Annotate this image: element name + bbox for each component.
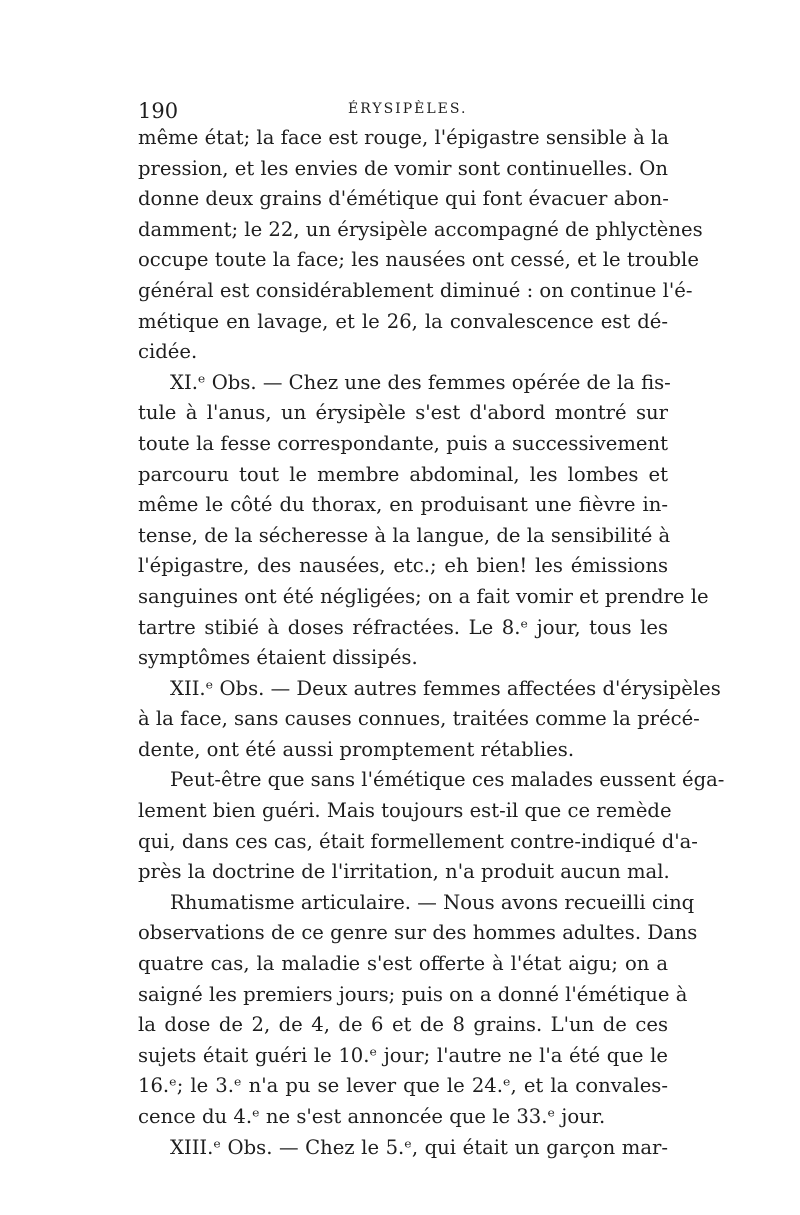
text-line: l'épigastre, des nausées, etc.; eh bien! les émissions bbox=[138, 554, 668, 578]
paragraph-start: Peut-être que sans l'émétique ces malades eussent éga- bbox=[170, 768, 725, 792]
text-line: sanguines ont été négligées; on a fait vomir et prendre le bbox=[138, 584, 709, 608]
text-line: pression, et les envies de vomir sont continuelles. On bbox=[138, 156, 668, 180]
text-line: près la doctrine de l'irritation, n'a produit aucun mal. bbox=[138, 860, 670, 884]
text-line: cence du 4.ᵉ ne s'est annoncée que le 33.ᵉ jour. bbox=[138, 1105, 606, 1128]
page-number: 190 bbox=[138, 99, 179, 123]
text-line: général est considérablement diminué : on continue l'é- bbox=[138, 278, 693, 302]
text-line: même état; la face est rouge, l'épigastre sensible à la bbox=[138, 126, 669, 149]
page-header bbox=[138, 99, 678, 123]
text-line: tule à l'anus, un érysipèle s'est d'abord montré sur bbox=[138, 401, 668, 425]
page-body bbox=[138, 123, 725, 1163]
text-line: quatre cas, la maladie s'est offerte à l'état aigu; on a bbox=[138, 952, 668, 976]
text-line: sujets était guéri le 10.ᵉ jour; l'autre ne l'a été que le bbox=[138, 1043, 668, 1067]
text-line: cidée. bbox=[138, 340, 198, 364]
text-line: à la face, sans causes connues, traitées comme la précé- bbox=[138, 707, 700, 731]
text-line: tartre stibié à doses réfractées. Le 8.ᵉ jour, tous les bbox=[138, 615, 668, 639]
text-line: occupe toute la face; les nausées ont cessé, et le trouble bbox=[138, 248, 699, 272]
obs-xi-start: XI.ᵉ Obs. — Chez une des femmes opérée de la fis- bbox=[170, 370, 671, 394]
text-line: qui, dans ces cas, était formellement contre-indiqué d'a- bbox=[138, 829, 698, 853]
text-line: parcouru tout le membre abdominal, les lombes et bbox=[138, 462, 668, 486]
text-line: damment; le 22, un érysipèle accompagné de phlyctènes bbox=[138, 217, 703, 241]
text-line: tense, de la sécheresse à la langue, de la sensibilité à bbox=[138, 523, 671, 547]
text-line: même le côté du thorax, en produisant une fièvre in- bbox=[138, 493, 668, 517]
text-line: observations de ce genre sur des hommes adultes. Dans bbox=[138, 921, 698, 945]
text-line: lement bien guéri. Mais toujours est-il que ce remède bbox=[138, 799, 672, 823]
text-line: métique en lavage, et le 26, la convalescence est dé- bbox=[138, 309, 668, 333]
text-line: toute la fesse correspondante, puis a successivement bbox=[138, 431, 668, 455]
rhumatisme-start: Rhumatisme articulaire. — Nous avons recueilli cinq bbox=[170, 890, 695, 914]
text-line: donne deux grains d'émétique qui font évacuer abon- bbox=[138, 187, 669, 211]
running-head: ÉRYSIPÈLES. bbox=[348, 101, 468, 117]
text-line: dente, ont été aussi promptement rétablies. bbox=[138, 737, 575, 761]
obs-xii-start: XII.ᵉ Obs. — Deux autres femmes affectées d'érysipèles bbox=[170, 676, 721, 700]
text-line: saigné les premiers jours; puis on a donné l'émétique à bbox=[138, 982, 688, 1006]
text-line: 16.ᵉ; le 3.ᵉ n'a pu se lever que le 24.ᵉ, et la convales- bbox=[138, 1074, 668, 1098]
text-line: symptômes étaient dissipés. bbox=[138, 646, 418, 670]
text-line: la dose de 2, de 4, de 6 et de 8 grains. L'un de ces bbox=[138, 1013, 668, 1037]
obs-xiii-start: XIII.ᵉ Obs. — Chez le 5.ᵉ, qui était un garçon mar- bbox=[170, 1135, 668, 1159]
